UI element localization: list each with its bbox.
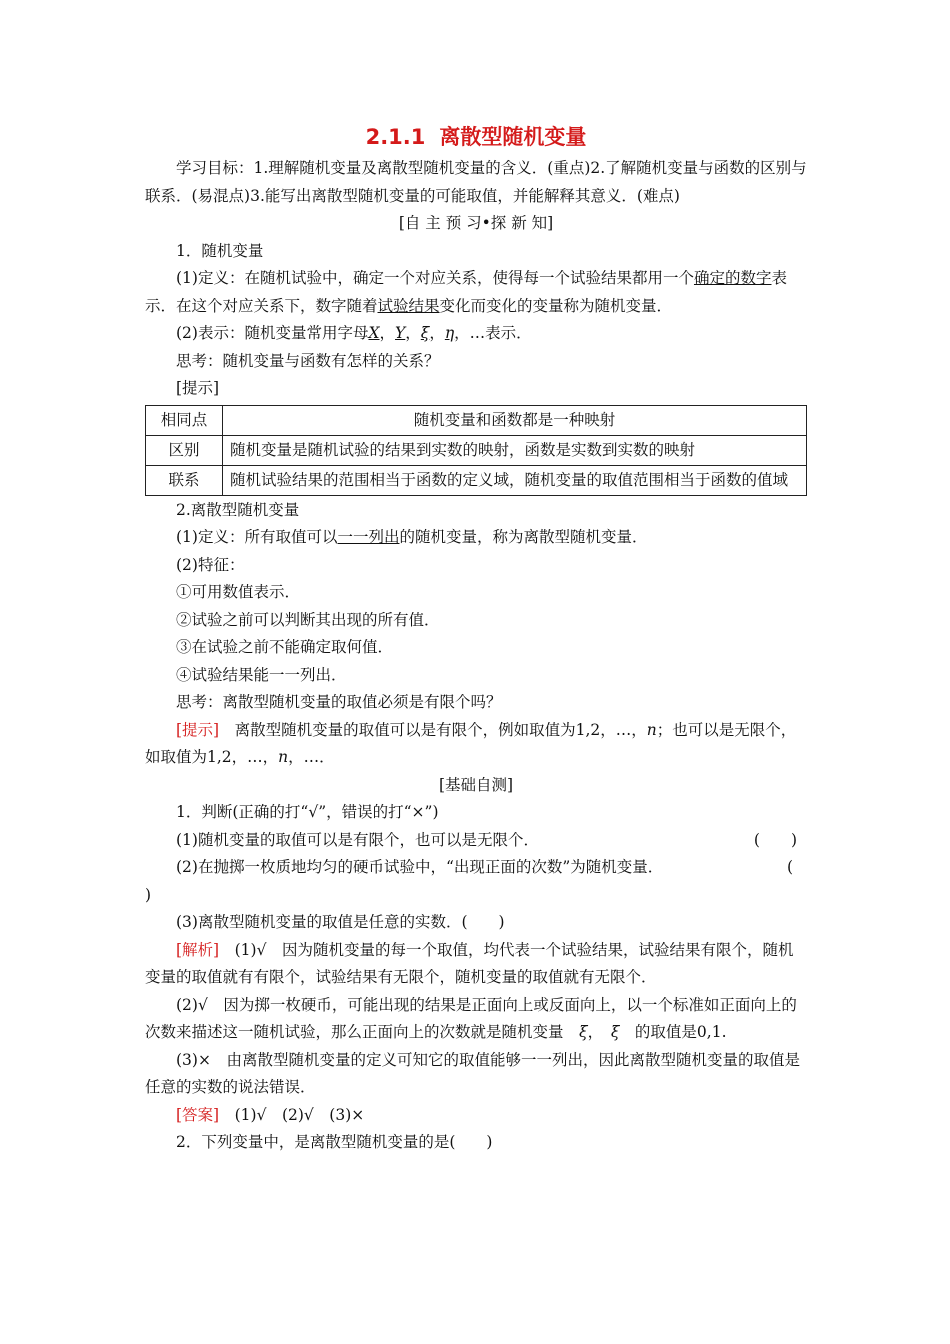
learning-objectives: 学习目标：1.理解随机变量及离散型随机变量的含义．(重点)2.了解随机变量与函数的区别与联系．(易混点)3.能写出离散型随机变量的可能取值，并能解释其意义．(难点) xyxy=(145,159,807,205)
question-1-item-2: (2)在抛掷一枚质地均匀的硬币试验中，“出现正面的次数”为随机变量． ( xyxy=(176,858,793,876)
comparison-table xyxy=(145,405,807,496)
think-question-1: 思考：随机变量与函数有怎样的关系？ xyxy=(176,351,440,370)
table-row xyxy=(146,465,807,495)
table-row-header: 联系 xyxy=(146,465,223,495)
definition-discrete: (1)定义：所有取值可以一一列出的随机变量，称为离散型随机变量． xyxy=(176,528,648,546)
table-cell: 随机变量是随机试验的结果到实数的映射，函数是实数到实数的映射 xyxy=(223,435,807,465)
table-row-header: 相同点 xyxy=(146,405,223,435)
symbol-x: X xyxy=(368,324,380,342)
section-header-self-test: [基础自测] xyxy=(438,775,514,794)
analysis-2: (2)√ 因为掷一枚硬币，可能出现的结果是正面向上或反面向上，以一个标准如正面向上的次数来描述这一随机试验，那么正面向上的次数就是随机变量 ξ， ξ 的取值是0,1. xyxy=(145,995,797,1041)
heading-discrete-random-variable: 2.离散型随机变量 xyxy=(176,500,300,519)
analysis-1: [解析] (1)√ 因为随机变量的每一个取值，均代表一个试验结果，试验结果有限个，随机变量的取值就有有限个，试验结果有无限个，随机变量的取值就有无限个． xyxy=(145,940,794,986)
definition-random-variable: (1)定义：在随机试验中，确定一个对应关系，使得每一个试验结果都用一个确定的数字表示．在这个对应关系下，数字随着试验结果变化而变化的变量称为随机变量． xyxy=(145,269,787,315)
symbol-y: Y xyxy=(395,324,406,342)
answer-1: [答案] (1)√ (2)√ (3)× xyxy=(176,1105,365,1124)
table-row-header: 区别 xyxy=(146,435,223,465)
title-text: 离散型随机变量 xyxy=(439,125,587,149)
underline-definite-number: 确定的数字 xyxy=(693,269,772,287)
section-header-preview: [自 主 预 习•探 新 知] xyxy=(398,214,554,232)
underline-test-result: 试验结果 xyxy=(377,296,440,315)
symbol-xi: ξ xyxy=(420,324,430,342)
table-row xyxy=(146,435,807,465)
heading-random-variable: 1．随机变量 xyxy=(176,241,264,260)
question-1-item-1: (1)随机变量的取值可以是有限个，也可以是无限个． ( ) xyxy=(176,830,797,849)
question-1-heading: 1．判断(正确的打“√”，错误的打“×”) xyxy=(176,803,439,821)
document-content xyxy=(145,118,807,1157)
hint-answer-2: [提示] 离散型随机变量的取值可以是有限个，例如取值为1,2，…，n；也可以是无限个，如取值为1,2，…，n，…． xyxy=(145,720,797,766)
feature-item: ①可用数值表示． xyxy=(176,583,301,601)
hint-label-1: [提示] xyxy=(176,379,220,397)
table-cell: 随机变量和函数都是一种映射 xyxy=(223,405,807,435)
page-title xyxy=(145,122,807,152)
question-2-heading: 2．下列变量中，是离散型随机变量的是( ) xyxy=(176,1133,493,1151)
question-1-item-3: (3)离散型随机变量的取值是任意的实数．( ) xyxy=(176,913,505,931)
feature-item: ②试验之前可以判断其出现的所有值． xyxy=(176,610,440,629)
hint-label-2: [提示] xyxy=(176,720,220,739)
feature-item: ③在试验之前不能确定取何值． xyxy=(176,638,394,656)
table-cell: 随机试验结果的范围相当于函数的定义域，随机变量的取值范围相当于函数的值域 xyxy=(223,465,807,495)
feature-item: ④试验结果能一一列出． xyxy=(176,665,347,684)
table-row xyxy=(146,405,807,435)
answer-label: [答案] xyxy=(176,1105,220,1124)
think-question-2: 思考：离散型随机变量的取值必须是有限个吗？ xyxy=(176,693,502,711)
analysis-3: (3)× 由离散型随机变量的定义可知它的取值能够一一列出，因此离散型随机变量的取值是任意的实数的说法错误． xyxy=(145,1050,800,1096)
symbol-eta: η xyxy=(444,324,455,342)
analysis-label: [解析] xyxy=(176,940,220,959)
title-number: 2.1.1 xyxy=(365,125,426,149)
underline-list-one-by-one: 一一列出 xyxy=(337,528,400,546)
question-1-item-2-close: ) xyxy=(145,885,152,904)
notation-random-variable: (2)表示：随机变量常用字母X，Y，ξ，η，…表示． xyxy=(176,324,532,342)
features-heading: (2)特征： xyxy=(176,555,245,574)
